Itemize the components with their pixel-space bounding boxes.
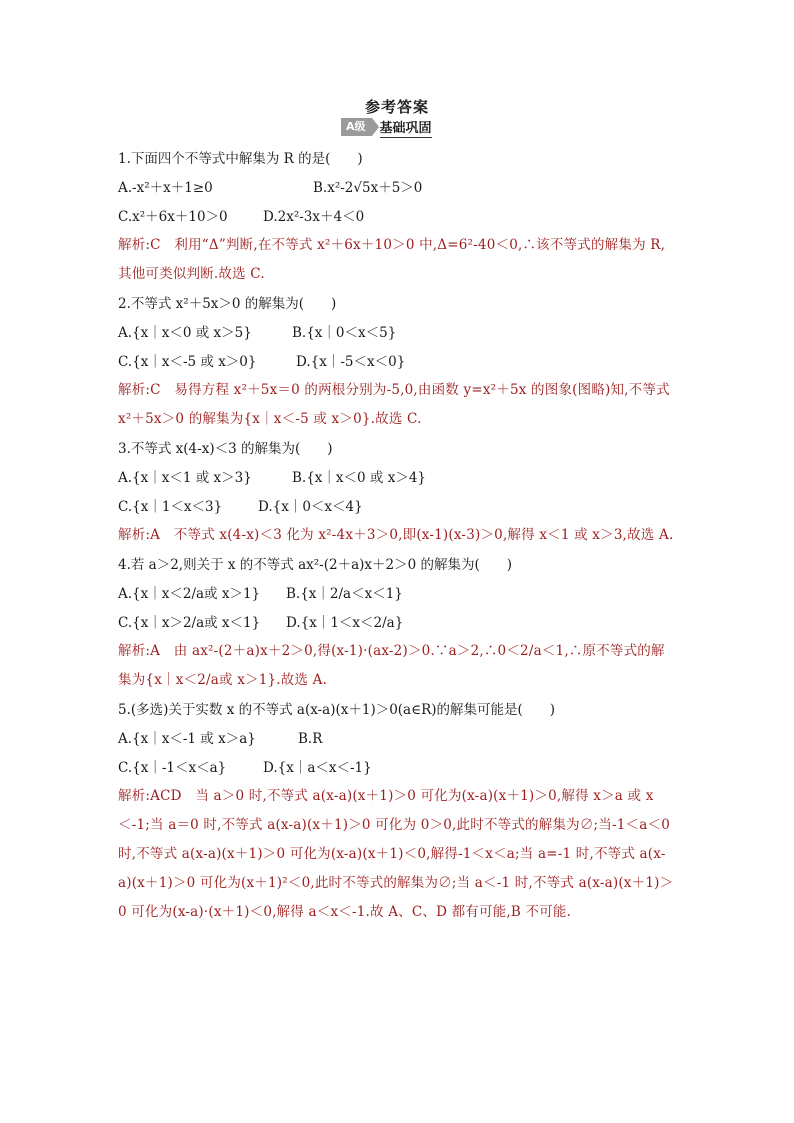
answer-explanation: 解析:ACD 当 a＞0 时,不等式 a(x-a)(x＋1)＞0 可化为(x-a)(x＋1)＞0,解得 x＞a 或 x＜-1;当 a＝0 时,不等式 a(x-a)(x＋1)＞0 可化为 0＞0,此时不等式的解集为∅;当-1＜a＜0 时,不等式 a(x-a)(x＋1)＞0 可化为(x-a)(x＋1)＜0,解得-1＜x＜a;当 a=-1 时,不等式 a(x-a)(x＋1)＞0 可化为(x＋1)²＜0,此时不等式的解集为∅;当 a＜-1 时,不等式 a(x-a)(x＋1)＞0 可化为(x-a)·(x＋1)＜0,解得 a＜x＜-1.故 A、C、D 都有可能,B 不可能.: [118, 788, 674, 920]
question-stem: 4.若 a＞2,则关于 x 的不等式 ax²-(2＋a)x＋2＞0 的解集为( ): [118, 556, 513, 573]
option: D.{x｜-5＜x＜0}: [296, 353, 406, 370]
option: A.{x｜x＜0 或 x＞5}: [118, 324, 252, 341]
page-title: 参考答案: [364, 98, 429, 116]
option: D.{x｜0＜x＜4}: [258, 498, 363, 515]
options-row: [118, 579, 674, 608]
options-row: [118, 724, 674, 753]
option: C.{x｜x＞2/a或 x＜1}: [118, 614, 261, 631]
option: A.-x²＋x＋1≥0: [118, 179, 213, 196]
question-list: [118, 144, 674, 927]
options-row: [118, 173, 674, 202]
answer-explanation: 解析:C 易得方程 x²＋5x＝0 的两根分别为-5,0,由函数 y=x²＋5x 的图象(图略)知,不等式 x²＋5x＞0 的解集为{x｜x＜-5 或 x＞0}.故选 C.: [118, 382, 670, 427]
options-row: [118, 492, 674, 521]
options-row: [118, 318, 674, 347]
option: B.{x｜x＜0 或 x＞4}: [292, 469, 426, 486]
option: D.2x²-3x＋4＜0: [263, 208, 365, 225]
question-stem: 2.不等式 x²＋5x＞0 的解集为( ): [118, 295, 337, 312]
question-stem: 1.下面四个不等式中解集为 R 的是( ): [118, 150, 363, 167]
option: A.{x｜x＜1 或 x＞3}: [118, 469, 252, 486]
question-stem: 5.(多选)关于实数 x 的不等式 a(x-a)(x＋1)＞0(a∈R)的解集可能是( ): [118, 701, 556, 718]
answer-explanation: 解析:A 不等式 x(4-x)＜3 化为 x²-4x＋3＞0,即(x-1)(x-3)＞0,解得 x＜1 或 x＞3,故选 A.: [118, 527, 674, 543]
option: A.{x｜x＜-1 或 x＞a}: [118, 730, 256, 747]
option: C.{x｜1＜x＜3}: [118, 498, 223, 515]
option: D.{x｜a＜x＜-1}: [263, 759, 372, 776]
option: C.x²＋6x＋10＞0: [118, 208, 228, 225]
option: B.x²-2√5x＋5＞0: [313, 179, 423, 196]
option: A.{x｜x＜2/a或 x＞1}: [118, 585, 261, 602]
question-stem: 3.不等式 x(4-x)＜3 的解集为( ): [118, 440, 333, 457]
option: B.{x｜2/a＜x＜1}: [286, 585, 403, 602]
option: D.{x｜1＜x＜2/a}: [286, 614, 404, 631]
section-name: 基础巩固: [380, 117, 432, 138]
options-row: [118, 463, 674, 492]
option: C.{x｜x＜-5 或 x＞0}: [118, 353, 257, 370]
level-header: [341, 118, 432, 136]
options-row: [118, 753, 674, 782]
options-row: [118, 608, 674, 637]
option: C.{x｜-1＜x＜a}: [118, 759, 227, 776]
answer-explanation: 解析:C 利用“Δ”判断,在不等式 x²＋6x＋10＞0 中,Δ=6²-40＜0,∴该不等式的解集为 R,其他可类似判断.故选 C.: [118, 237, 666, 282]
answer-explanation: 解析:A 由 ax²-(2＋a)x＋2＞0,得(x-1)·(ax-2)＞0.∵a＞2,∴0＜2/a＜1,∴原不等式的解集为{x｜x＜2/a或 x＞1}.故选 A.: [118, 643, 665, 688]
option: B.R: [298, 730, 323, 747]
level-badge: A级: [341, 118, 372, 136]
options-row: [118, 202, 674, 231]
option: B.{x｜0＜x＜5}: [292, 324, 397, 341]
options-row: [118, 347, 674, 376]
